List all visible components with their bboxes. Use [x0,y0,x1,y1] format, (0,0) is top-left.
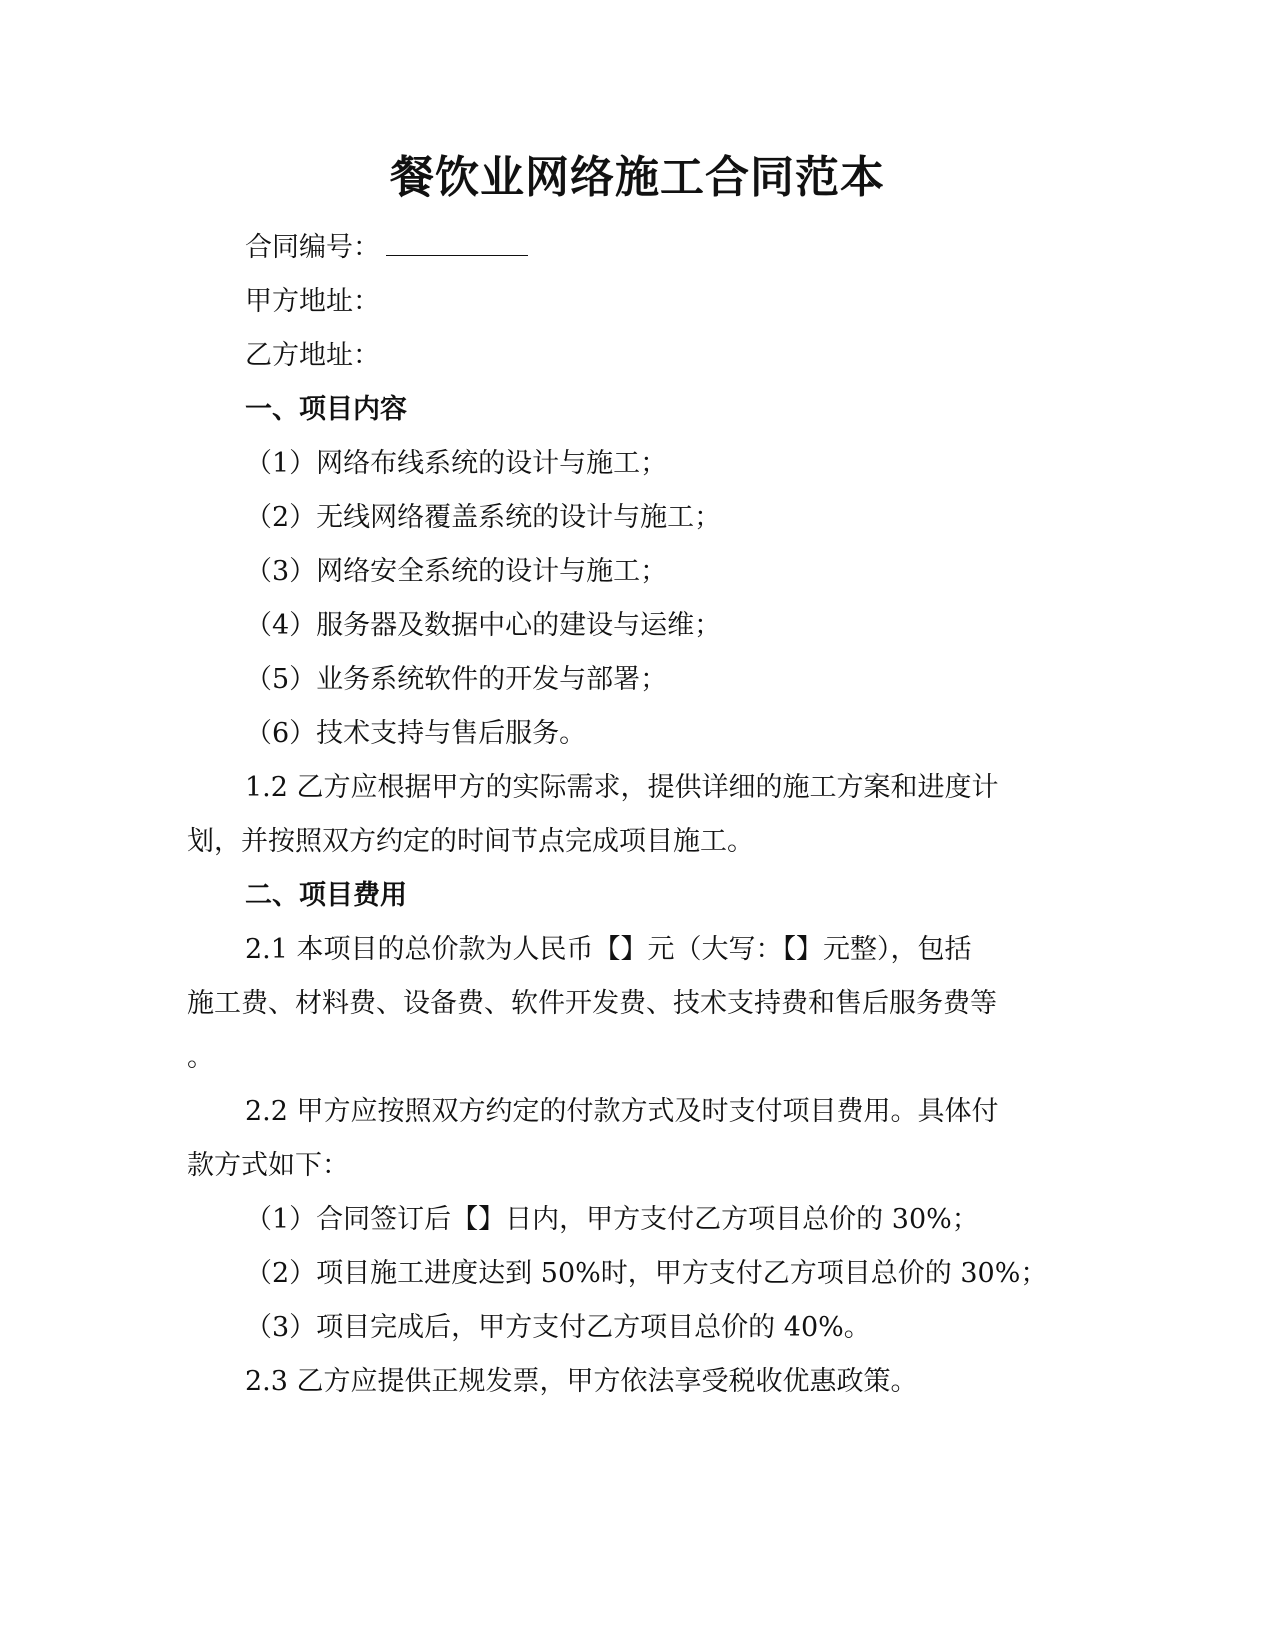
payment-item: （2）项目施工进度达到 50%时，甲方支付乙方项目总价的 30%； [245,1258,1048,1289]
list-item: （4）服务器及数据中心的建设与运维； [245,610,722,641]
section2-heading: 二、项目费用 [245,880,407,911]
section1-heading: 一、项目内容 [245,394,407,425]
clause-2-1-line1: 2.1 本项目的总价款为人民币【】元（大写：【】元整），包括 [245,934,972,965]
contract-number-line [245,228,528,268]
clause-1-2-line2: 划，并按照双方约定的时间节点完成项目施工。 [187,826,754,857]
clause-2-2-line1: 2.2 甲方应按照双方约定的付款方式及时支付项目费用。具体付 [245,1096,999,1127]
list-item: （3）网络安全系统的设计与施工； [245,556,668,587]
payment-item: （3）项目完成后，甲方支付乙方项目总价的 40%。 [245,1312,871,1343]
clause-2-3: 2.3 乙方应提供正规发票，甲方依法享受税收优惠政策。 [245,1366,918,1397]
contract-number-label: 合同编号： [245,232,380,263]
list-item: （2）无线网络覆盖系统的设计与施工； [245,502,722,533]
clause-2-1-line3: 。 [187,1042,214,1073]
clause-2-2-line2: 款方式如下： [187,1150,349,1181]
contract-number-blank [386,231,528,256]
payment-item: （1）合同签订后【】日内，甲方支付乙方项目总价的 30%； [245,1204,979,1235]
clause-2-1-line2: 施工费、材料费、设备费、软件开发费、技术支持费和售后服务费等 [187,988,997,1019]
list-item: （6）技术支持与售后服务。 [245,718,587,749]
list-item: （5）业务系统软件的开发与部署； [245,664,668,695]
list-item: （1）网络布线系统的设计与施工； [245,448,668,479]
clause-1-2-line1: 1.2 乙方应根据甲方的实际需求，提供详细的施工方案和进度计 [245,772,999,803]
document-title: 餐饮业网络施工合同范本 [390,152,885,203]
party-b-address: 乙方地址： [245,340,380,371]
party-a-address: 甲方地址： [245,286,380,317]
